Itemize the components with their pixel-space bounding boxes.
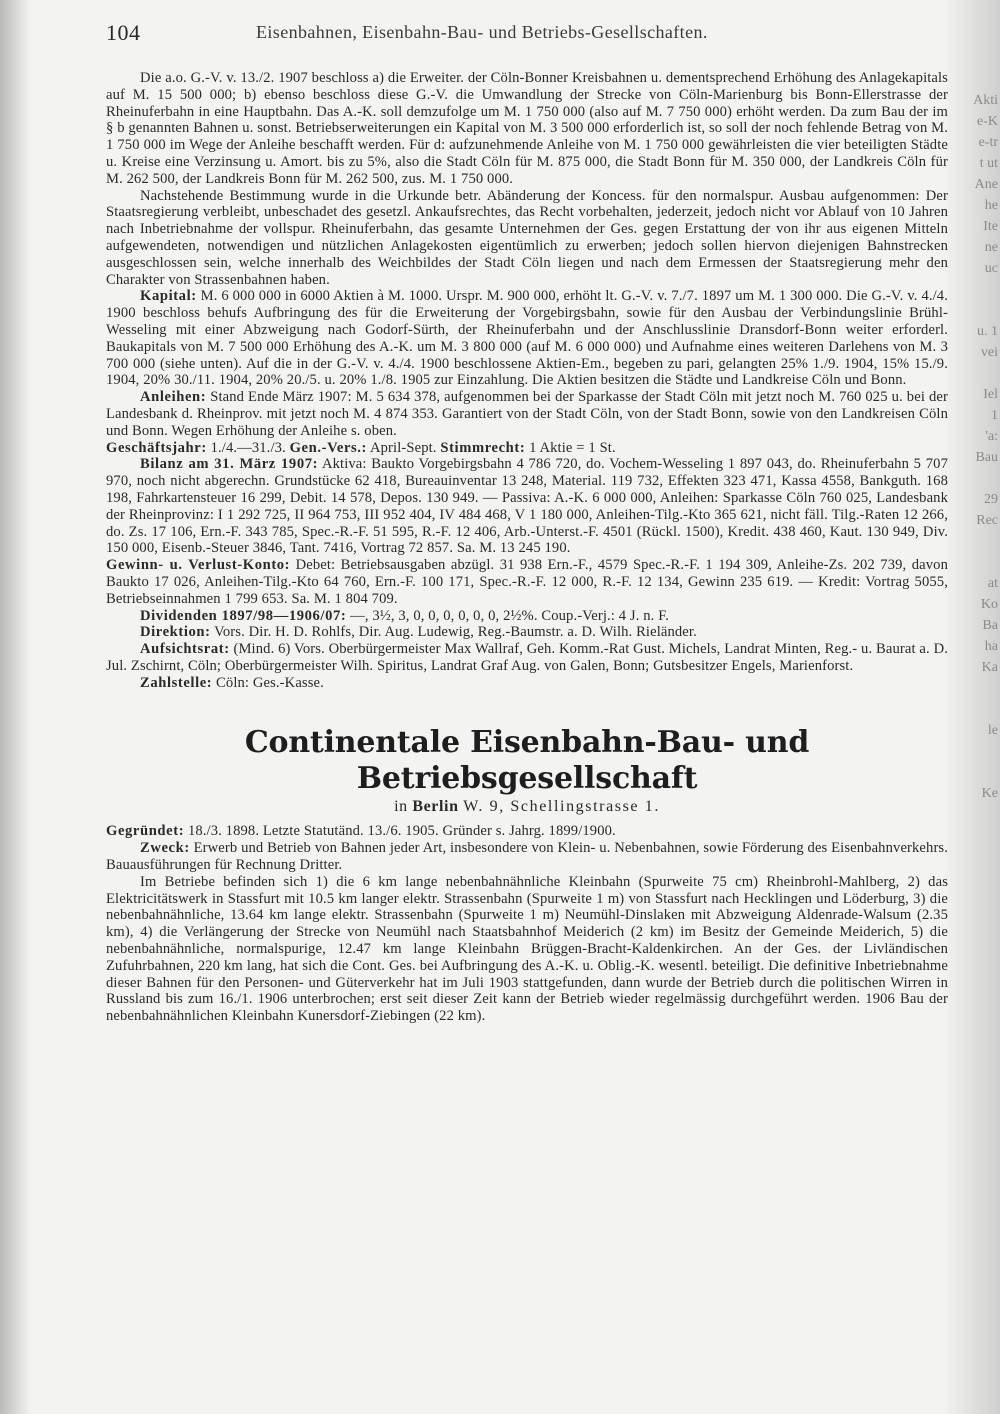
bleed-fragment <box>958 468 998 489</box>
text-zweck: Erwerb und Betrieb von Bahnen jeder Art, insbesondere von Klein- u. Nebenbahnen, sowie Förderung des Eisenbahnverkehrs. Bauausführungen für Rechnung Dritter. <box>106 840 948 874</box>
bleed-fragment: Ite <box>983 219 998 234</box>
bleed-fragment <box>958 300 998 321</box>
section-direktion <box>106 624 948 641</box>
bleed-fragment <box>958 909 998 930</box>
bleed-fragment <box>958 804 998 825</box>
bleed-fragment <box>958 1077 998 1098</box>
bleed-fragment: Iel <box>983 387 998 402</box>
bleed-fragment <box>958 1245 998 1266</box>
bleed-fragment: vei <box>980 345 998 360</box>
bleed-fragment <box>958 1140 998 1161</box>
paragraph-betrieb: Im Betriebe befinden sich 1) die 6 km lange nebenbahnähnliche Kleinbahn (Spurweite 75 cm) Rheinbrohl-Mahlberg, 2) das Elektricitätswerk in Stassfurt mit 10.5 km langer elektr. Strassenbahn (Spurweite 1 m) von Stassfurt nach Hecklingen und Löderburg, 3) die nebenbahnähnliche, 13.64 km lange elektr. Strassenbahn (Spurweite 1 m) Neumühl-Dinslaken mit Abzweigung Aldenrade-Walsum (2.35 km), 4) die Verlängerung der Strecke von Neumühl nach Staatsbahnhof Meiderich (2 km) im Besitz der Gemeinde Meiderich, 5) die nebenbahnähnliche, normalspurige, 12.47 km lange Kleinbahn Brüggen-Bracht-Kaldenkirchen. An der Ges. der Livländischen Zufuhrbahnen, 220 km lang, hat sich die Cont. Ges. bei Aufbringung des A.-K. u. Oblig.-K. wesentl. beteiligt. Die definitive Inbetriebnahme dieser Bahnen für den Personen- und Güterverkehr hat im Juli 1903 stattgefunden, dann wurde der Betrieb durch die politischen Wirren in Russland bis zum 16./1. 1906 unterbrochen; erst seit dieser Zeit kann der Betrieb wieder regelmässig durchgeführt werden. 1906 Bau der nebenbahnähnlichen Kleinbahn Kunersdorf-Ziebingen (22 km). <box>106 873 948 1025</box>
text-bilanz: Aktiva: Baukto Vorgebirgsbahn 4 786 720, do. Vochem-Wesseling 1 897 043, do. Rheinuferbahn 5 707 970, noch nicht abgerechn. Grundstücke 62 418, Bureauinventar 13 248, Material. 119 732, Effekten 323 471, Kassa 4558, Bankguth. 168 198, Fahrkartensteuer 16 299, Debit. 14 578, Depos. 130 949. — Passiva: A.-K. 6 000 000, Anleihen: Sparkasse Cöln 760 025, Landesbank der Rheinprovinz: I 1 292 725, II 964 753, III 952 404, IV 484 468, V 1 180 000, Anleihen-Tilg.-Kto 365 621, nicht fäll. Tilg.-Raten 12 266, do. Zs. 17 106, Ern.-F. 343 785, Spec.-R.-F. 51 595, R.-F. 12 406, Arb.-Unterst.-F. 4501 (Rückl. 1500), Kredit. 438 460, Kaut. 130 949, Div. 150 000, Eisenb.-Steuer 3846, Tant. 7416, Vortrag 72 857. Sa. M. 13 245 190. <box>106 456 948 557</box>
bleed-fragment: Ane <box>974 177 998 192</box>
bleed-fragment <box>958 993 998 1014</box>
bleed-fragment: ne <box>984 240 998 255</box>
bleed-fragment <box>958 888 998 909</box>
bleed-fragment <box>958 1203 998 1224</box>
label-gewinn-verlust: Gewinn- u. Verlust-Konto: <box>106 557 291 574</box>
label-dividenden: Dividenden 1897/98—1906/07: <box>140 607 347 624</box>
bleed-fragment <box>958 1329 998 1350</box>
bleed-fragment: Bau <box>975 450 998 465</box>
bleed-fragment <box>958 1035 998 1056</box>
text-direktion: Vors. Dir. H. D. Rohlfs, Dir. Aug. Ludewig, Reg.-Baumstr. a. D. Wilh. Rieländer. <box>214 624 697 641</box>
text-zahlstelle: Cöln: Ges.-Kasse. <box>216 674 324 691</box>
section-zahlstelle <box>106 675 948 692</box>
text-gewinn-verlust: Debet: Betriebsausgaben abzügl. 31 938 Ern.-F., 4579 Spec.-R.-F. 1 194 309, Anleihe-Zs. 202 739, davon Baukto 17 026, Anleihen-Tilg.-Kto 64 760, Ern.-F. 100 171, Spec.-R.-F. 12 000, R.-F. 12 134, Gewinn 235 619. — Kredit: Vortrag 5055, Betriebseinnahmen 1 799 653. Sa. M. 1 804 709. <box>106 557 948 607</box>
section-kapital <box>106 288 948 389</box>
bleed-fragment <box>958 1182 998 1203</box>
bleed-fragment <box>958 1266 998 1287</box>
bleed-fragment <box>958 972 998 993</box>
section-dividenden <box>106 608 948 625</box>
bleed-fragment <box>958 762 998 783</box>
adjacent-page-bleed <box>958 90 998 1392</box>
bleed-fragment: t ut <box>979 156 998 171</box>
bleed-fragment <box>958 363 998 384</box>
bleed-fragment: Ka <box>981 660 998 675</box>
bleed-fragment <box>958 1119 998 1140</box>
bleed-fragment <box>958 846 998 867</box>
bleed-fragment: Akti <box>973 93 998 108</box>
text-dividenden: —, 3½, 3, 0, 0, 0, 0, 0, 0, 2½%. Coup.-Verj.: 4 J. n. F. <box>350 607 670 624</box>
bleed-fragment: Ba <box>982 618 998 633</box>
bleed-fragment: e-K <box>977 114 998 129</box>
article-address <box>106 797 948 817</box>
paragraph-bestimmung: Nachstehende Bestimmung wurde in die Urkunde betr. Abänderung der Koncess. für den normalspur. Ausbau aufgenommen: Der Staatsregierung verbleibt, unbeschadet des gesetzl. Ankaufsrechtes, das Recht vorbehalten, jederzeit, jedoch nicht vor Ablauf von 10 Jahren nach Inbetriebnahme der vollspur. Rheinuferbahn, das gesamte Unternehmen der Ges. gegen Erstattung der von ihr aus eigenen Mitteln aufgewendeten, notwendigen und nützlichen Anlagekosten eigentümlich zu erwerben; jedoch sollen hiervon diejenigen Bahnstrecken ausgeschlossen sein, welche innerhalb des Weichbildes der Stadt Cöln liegen und nach dem Ermessen der Staatsregierung mehr den Charakter von Strassenbahnen haben. <box>106 187 948 288</box>
label-stimmrecht: Stimmrecht: <box>440 439 526 456</box>
bleed-fragment <box>958 1308 998 1329</box>
section-geschaeftsjahr <box>106 440 948 457</box>
paragraph-gv-beschluss: Die a.o. G.-V. v. 13./2. 1907 beschloss a) die Erweiter. der Cöln-Bonner Kreisbahnen u. dementsprechend Erhöhung des Anlagekapitals auf M. 15 500 000; b) ebenso beschloss diese G.-V. die Umwandlung der Strecke von Cöln-Marienburg bis Bonn-Ellerstrasse der Rheinuferbahn in eine Hauptbahn. Das A.-K. soll demzufolge um M. 1 750 000 (also auf M. 7 750 000) erhöht werden. Da zum Bau der im § b genannten Bahnen u. sonst. Betriebserweiterungen ein Kapital von M. 3 500 000 erforderlich ist, so soll der noch fehlende Betrag von M. 1 750 000 im Wege der Anleihe beschafft werden. Für d: aufzunehmende Anleihe von M. 1 750 000 gewährleisten die vier beteiligten Städte u. Kreise eine Verzinsung u. Amort. bis zu 5%, also die Stadt Cöln für M. 875 000, die Stadt Bonn für M. 350 000, der Landkreis Cöln für M. 262 500, der Landkreis Bonn für M. 262 500, zus. M. 1 750 000. <box>106 70 948 187</box>
bleed-fragment <box>958 678 998 699</box>
text-stimmrecht: 1 Aktie = 1 St. <box>529 439 616 456</box>
text-gen-vers: April-Sept. <box>369 439 437 456</box>
page-binding-shadow <box>0 0 30 1414</box>
bleed-fragment <box>958 531 998 552</box>
text-column <box>106 20 948 1025</box>
bleed-fragment <box>958 1350 998 1371</box>
bleed-fragment <box>958 1161 998 1182</box>
section-aufsichtsrat <box>106 641 948 675</box>
text-aufsichtsrat: (Mind. 6) Vors. Oberbürgermeister Max Wallraf, Geh. Komm.-Rat Gust. Michels, Landrat Minten, Reg.- u. Baurat a. D. Jul. Zschirnt, Cöln; Oberbürgermeister Wilh. Spiritus, Landrat Graf Aug. von Galen, Bonn; Gutsbesitzer Engels, Marienforst. <box>106 641 948 674</box>
section-anleihen <box>106 389 948 439</box>
article-continentale-eisenbahn <box>106 725 948 1025</box>
label-bilanz: Bilanz am 31. März 1907: <box>140 456 319 473</box>
bleed-fragment: 'a: <box>985 429 998 444</box>
bleed-fragment <box>958 279 998 300</box>
bleed-fragment: at <box>987 576 998 591</box>
text-anleihen: Stand Ende März 1907: M. 5 634 378, aufgenommen bei der Sparkasse der Stadt Cöln mit jetzt noch M. 760 025 u. bei der Landesbank d. Rheinprov. mit jetzt noch M. 4 874 353. Garantiert von der Stadt Cöln, von der Stadt Bonn, sowie von den Landkreisen Cöln und Bonn. Wegen Erhöhung der Anleihe s. oben. <box>106 389 948 439</box>
address-city: Berlin <box>412 798 459 816</box>
bleed-fragment: Rec <box>976 513 998 528</box>
bleed-fragment: e-tr <box>978 135 998 150</box>
bleed-fragment: uc <box>984 261 998 276</box>
bleed-fragment <box>958 1224 998 1245</box>
bleed-fragment <box>958 951 998 972</box>
section-bilanz <box>106 456 948 557</box>
bleed-fragment <box>958 1014 998 1035</box>
section-zweck <box>106 840 948 874</box>
label-aufsichtsrat: Aufsichtsrat: <box>140 641 230 658</box>
running-header <box>106 20 948 54</box>
bleed-fragment: Ko <box>980 597 998 612</box>
section-gegruendet <box>106 823 948 840</box>
bleed-fragment: ha <box>984 639 998 654</box>
label-direktion: Direktion: <box>140 624 211 641</box>
bleed-fragment: Ke <box>981 786 998 801</box>
bleed-fragment: u. 1 <box>977 324 998 339</box>
label-gegruendet: Gegründet: <box>106 823 185 840</box>
running-title: Eisenbahnen, Eisenbahn-Bau- und Betriebs-Gesellschaften. <box>256 22 708 42</box>
bleed-fragment <box>958 741 998 762</box>
bleed-fragment: le <box>987 723 998 738</box>
bleed-fragment: 29 <box>984 492 998 507</box>
bleed-fragment <box>958 930 998 951</box>
bleed-fragment <box>958 867 998 888</box>
bleed-fragment <box>958 699 998 720</box>
section-gewinn-verlust <box>106 557 948 607</box>
address-street: W. 9, Schellingstrasse 1. <box>463 798 660 816</box>
bleed-fragment: he <box>984 198 998 213</box>
label-zweck: Zweck: <box>140 840 190 857</box>
text-geschaeftsjahr: 1./4.—31./3. <box>210 439 286 456</box>
text-kapital: M. 6 000 000 in 6000 Aktien à M. 1000. Urspr. M. 900 000, erhöht lt. G.-V. v. 7./7. 1897 um M. 1 300 000. Die G.-V. v. 4./4. 1900 beschloss behufs Aufbringung des für die Erweiterung der Vorgebirgsbahn, sowie für den Ausbau der Verbindungslinie Brühl-Wesseling mit einer Abzweigung nach Godorf-Sürth, der Rheinuferbahn und der Anschlusslinie Dransdorf-Bonn weiter erforderl. Baukapitals von M. 7 500 000 Erhöhung des A.-K. um M. 3 800 000 (auf M. 6 000 000) und Aufnahme eines weiteren Darlehens von M. 3 700 000 (siehe unten). Auf die in der G.-V. v. 4./4. 1900 beschlossene Aktien-Em., begeben zu pari, gelangten 25% 1./9. 1904, 15% 15./9. 1904, 20% 30./11. 1904, 20% 20./5. u. 20% 1./8. 1905 zur Einzahlung. Die Aktien besitzen die Städte und Landkreise Cöln und Bonn. <box>106 288 948 389</box>
bleed-fragment <box>958 552 998 573</box>
page-number: 104 <box>106 20 141 45</box>
bleed-fragment <box>958 1098 998 1119</box>
bleed-fragment <box>958 825 998 846</box>
bleed-fragment <box>958 1056 998 1077</box>
article-koeln-bonner-kreisbahnen <box>106 70 948 691</box>
article-title: Continentale Eisenbahn-Bau- und Betriebsgesellschaft <box>244 725 810 797</box>
bleed-fragment <box>958 1287 998 1308</box>
address-in: in <box>394 798 408 816</box>
label-kapital: Kapital: <box>140 288 197 305</box>
label-geschaeftsjahr: Geschäftsjahr: <box>106 439 207 456</box>
label-zahlstelle: Zahlstelle: <box>140 674 213 691</box>
bleed-fragment <box>958 1371 998 1392</box>
label-anleihen: Anleihen: <box>140 389 207 406</box>
bleed-fragment: 1 <box>991 408 998 423</box>
text-gegruendet: 18./3. 1898. Letzte Statutänd. 13./6. 1905. Gründer s. Jahrg. 1899/1900. <box>187 823 616 840</box>
label-gen-vers: Gen.-Vers.: <box>289 439 368 456</box>
